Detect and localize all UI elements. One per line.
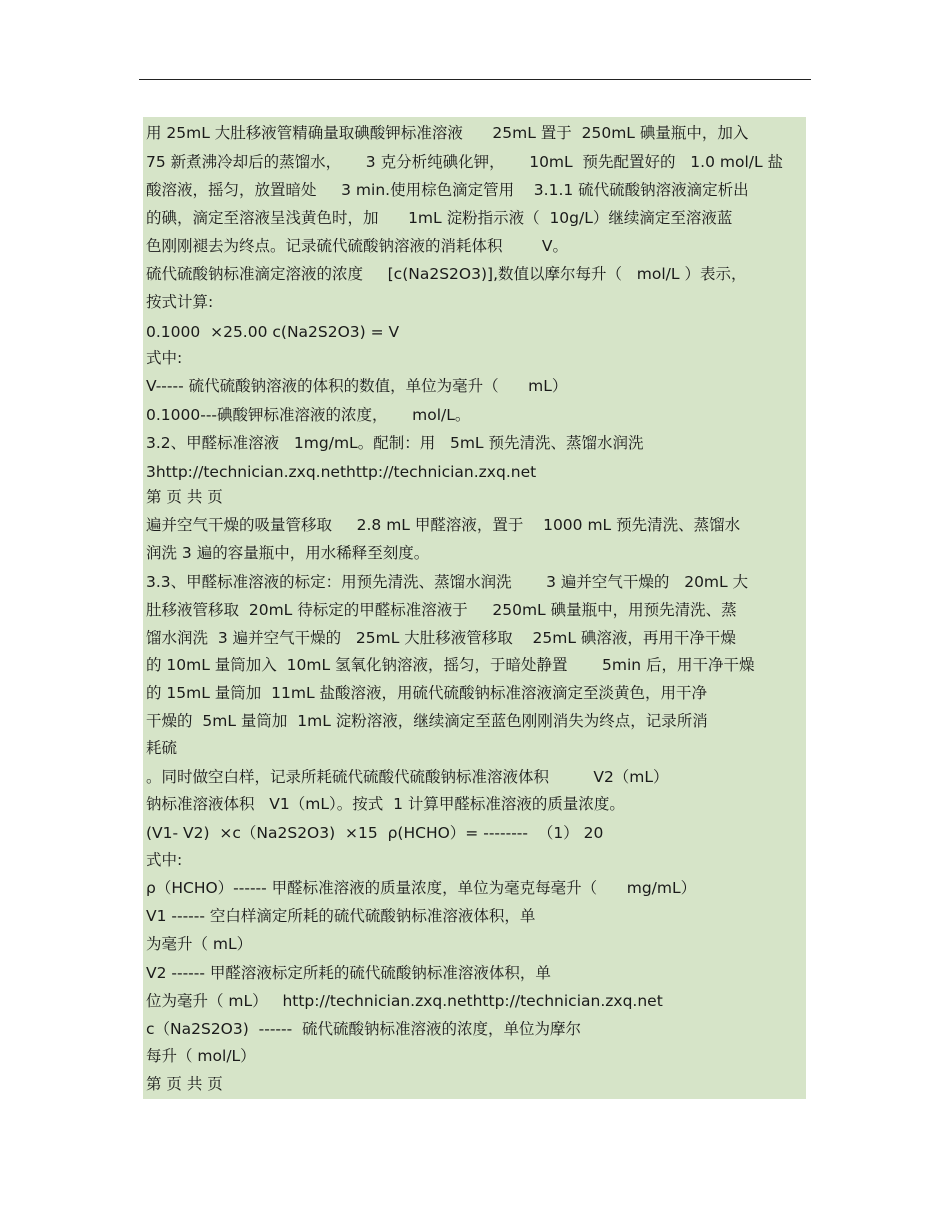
paragraph-line: 润洗 3 遍的容量瓶中，用水稀释至刻度。 (146, 544, 430, 562)
url-line: 3http://technician.zxq.nethttp://technician.zxq.net (146, 463, 537, 481)
section-heading: 3.2、甲醛标准溶液 1mg/mL。配制：用 5mL 预先清洗、蒸馏水润洗 (146, 434, 644, 452)
paragraph-line: 肚移液管移取 20mL 待标定的甲醛标准溶液于 250mL 碘量瓶中，用预先清洗、蒸 (146, 601, 737, 619)
definition-line: ρ（HCHO）------ 甲醛标准溶液的质量浓度，单位为毫克每毫升（ mg/mL） (146, 879, 697, 897)
definition-line: V----- 硫代硫酸钠溶液的体积的数值，单位为毫升（ mL） (146, 377, 568, 395)
paragraph-line: 耗硫 (146, 739, 178, 757)
paragraph-line: 的 15mL 量筒加 11mL 盐酸溶液，用硫代硫酸钠标准溶液滴定至淡黄色，用干净 (146, 684, 708, 702)
paragraph-line: 干燥的 5mL 量筒加 1mL 淀粉溶液，继续滴定至蓝色刚刚消失为终点，记录所消 (146, 712, 708, 730)
paragraph-line: 75 新煮沸冷却后的蒸馏水， 3 克分析纯碘化钾， 10mL 预先配置好的 1.0 mol/L 盐 (146, 153, 784, 171)
paragraph-line: 馏水润洗 3 遍并空气干燥的 25mL 大肚移液管移取 25mL 碘溶液，再用干净干燥 (146, 629, 736, 647)
paragraph-line: 用 25mL 大肚移液管精确量取碘酸钾标准溶液 25mL 置于 250mL 碘量瓶中，加入 (146, 124, 749, 142)
definition-line: V1 ------ 空白样滴定所耗的硫代硫酸钠标准溶液体积，单 (146, 907, 536, 925)
definition-line: V2 ------ 甲醛溶液标定所耗的硫代硫酸钠标准溶液体积，单 (146, 964, 551, 982)
paragraph-line: 的碘，滴定至溶液呈浅黄色时，加 1mL 淀粉指示液（ 10g/L）继续滴定至溶液蓝 (146, 209, 733, 227)
header-rule (139, 79, 811, 80)
paragraph-line: 色刚刚褪去为终点。记录硫代硫酸钠溶液的消耗体积 V。 (146, 237, 569, 255)
definition-line: 0.1000---碘酸钾标准溶液的浓度， mol/L。 (146, 406, 471, 424)
definition-line: c（Na2S2O3) ------ 硫代硫酸钠标准溶液的浓度，单位为摩尔 (146, 1020, 582, 1038)
page-footer: 第 页 共 页 (146, 488, 223, 506)
paragraph-line: 按式计算: (146, 293, 214, 311)
paragraph-line: 的 10mL 量筒加入 10mL 氢氧化钠溶液，摇匀，于暗处静置 5min 后，用干净干燥 (146, 656, 755, 674)
formula-line: (V1- V2) ×c（Na2S2O3) ×15 ρ(HCHO）= -------- （1） 20 (146, 824, 604, 842)
definition-line: 为毫升（ mL） (146, 935, 253, 953)
paragraph-line: 遍并空气干燥的吸量管移取 2.8 mL 甲醛溶液，置于 1000 mL 预先清洗、蒸馏水 (146, 516, 741, 534)
paragraph-line: 。同时做空白样，记录所耗硫代硫酸代硫酸钠标准溶液体积 V2（mL） (146, 768, 669, 786)
definition-line: 位为毫升（ mL） http://technician.zxq.nethttp://technician.zxq.net (146, 992, 663, 1010)
page-footer: 第 页 共 页 (146, 1075, 223, 1093)
formula-line: 0.1000 ×25.00 c(Na2S2O3) = V (146, 323, 400, 341)
definition-line: 每升（ mol/L） (146, 1047, 256, 1065)
section-heading: 3.3、甲醛标准溶液的标定：用预先清洗、蒸馏水润洗 3 遍并空气干燥的 20mL 大 (146, 573, 749, 591)
document-body (143, 117, 806, 1099)
paragraph-line: 式中: (146, 349, 183, 367)
paragraph-line: 酸溶液，摇匀，放置暗处 3 min.使用棕色滴定管用 3.1.1 硫代硫酸钠溶液滴定析出 (146, 181, 749, 199)
paragraph-line: 硫代硫酸钠标准滴定溶液的浓度 [c(Na2S2O3)],数值以摩尔每升（ mol/L ）表示， (146, 265, 747, 283)
paragraph-line: 式中: (146, 851, 183, 869)
paragraph-line: 钠标准溶液体积 V1（mL）。按式 1 计算甲醛标准溶液的质量浓度。 (146, 795, 625, 813)
